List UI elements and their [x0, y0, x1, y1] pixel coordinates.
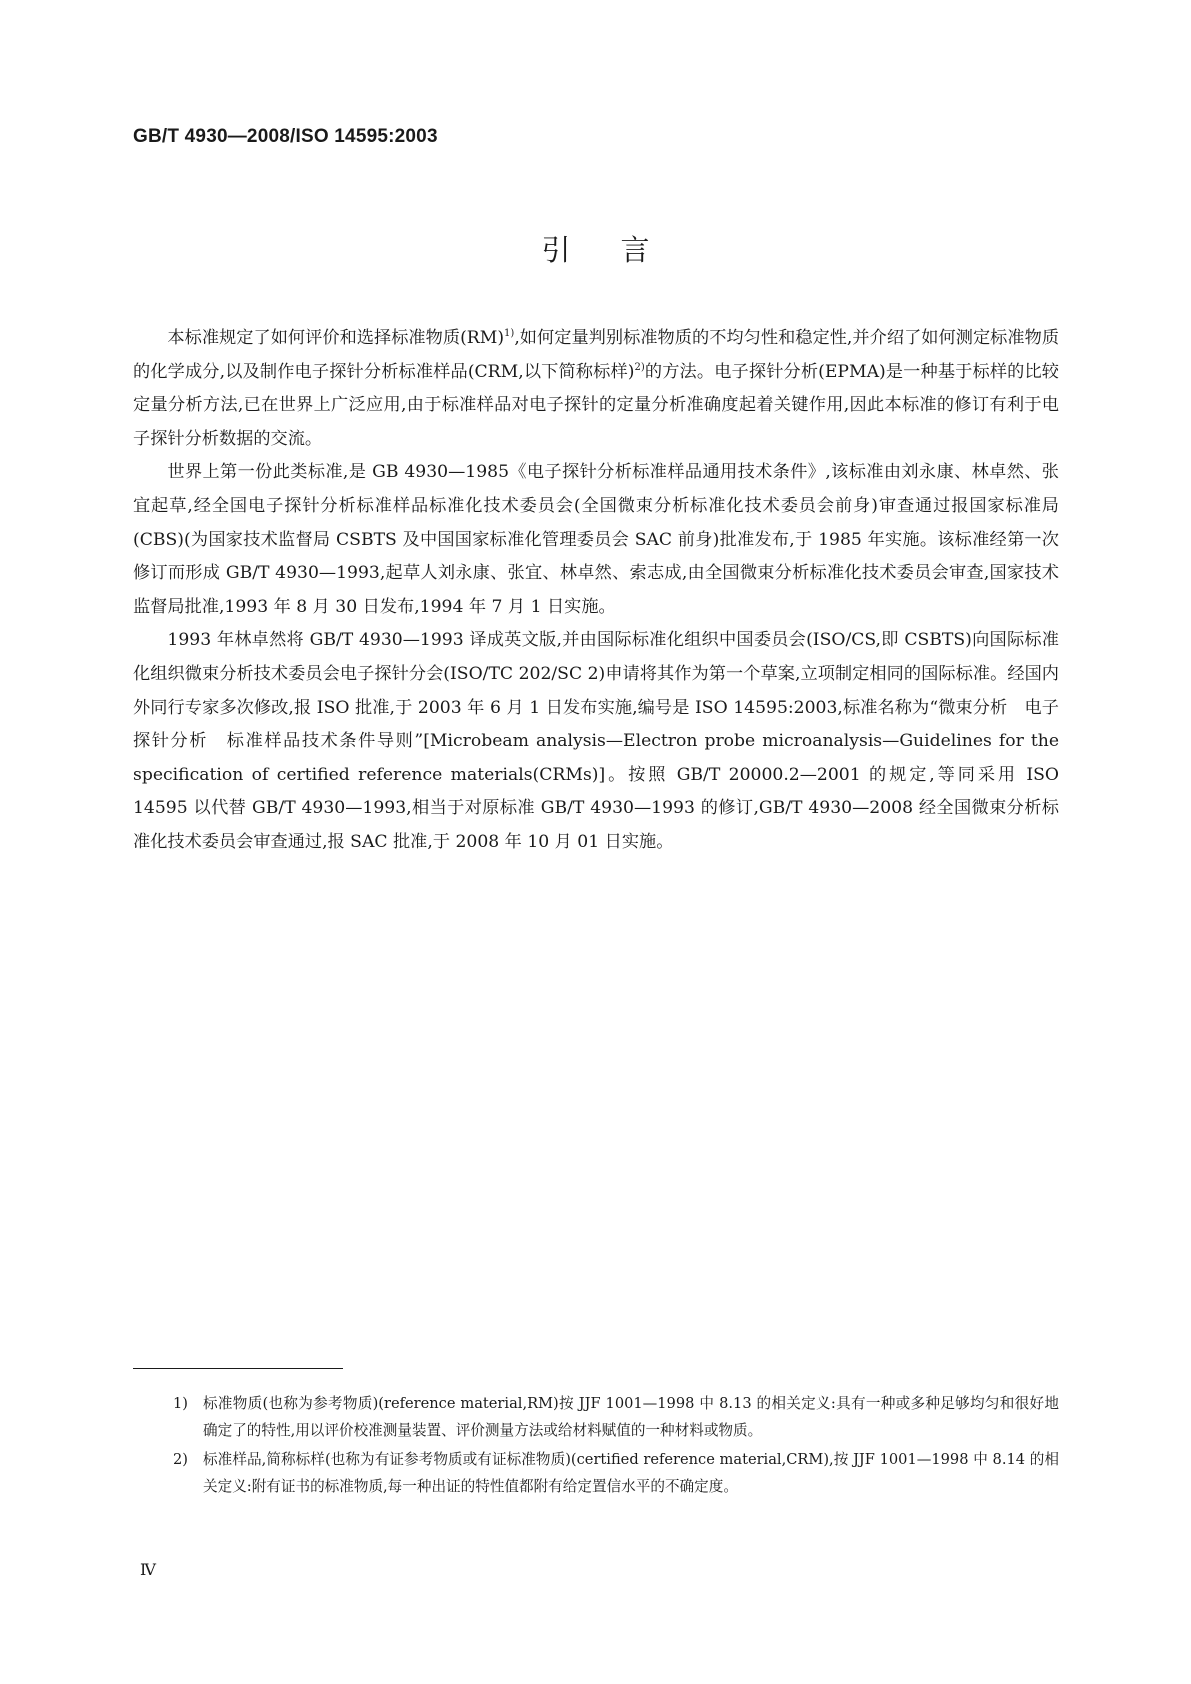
- footnote-1: [133, 1390, 1059, 1444]
- footnotes: [133, 1390, 1059, 1502]
- footnote-2-number: 2): [173, 1451, 188, 1468]
- page-number: Ⅳ: [140, 1560, 156, 1579]
- body-text: [133, 322, 1059, 860]
- paragraph-1-part-c: 的方法。电子探针分析(EPMA)是一种基于标样的比较定量分析方法,已在世界上广泛应用,由于标准样品对电子探针的定量分析准确度起着关键作用,因此本标准的修订有利于电子探针分析数据的交流。: [133, 361, 1059, 449]
- footnote-2-text: 标准样品,简称标样(也称为有证参考物质或有证标准物质)(certified reference material,CRM),按 JJF 1001—1998 中 8.14 的相关定义:附有证书的标准物质,每一种出证的特性值都附有给定置信水平的不确定度。: [203, 1451, 1059, 1495]
- footnote-ref-1[interactable]: 1): [504, 328, 515, 339]
- paragraph-1-part-a: 本标准规定了如何评价和选择标准物质(RM): [167, 328, 505, 348]
- footnote-2: [133, 1446, 1059, 1500]
- footnote-ref-2[interactable]: 2): [634, 361, 645, 373]
- standard-code-header: GB/T 4930—2008/ISO 14595:2003: [133, 126, 438, 147]
- paragraph-3: 1993 年林卓然将 GB/T 4930—1993 译成英文版,并由国际标准化组织中国委员会(ISO/CS,即 CSBTS)向国际标准化组织微束分析技术委员会电子探针分会(ISO/TC 202/SC 2)申请将其作为第一个草案,立项制定相同的国际标准。经国内外同行专家多次修改,报 ISO 批准,于 2003 年 6 月 1 日发布实施,编号是 ISO 14595:2003,标准名称为“微束分析 电子探针分析 标准样品技术条件导则”[Microbeam analysis—Electron probe microanalysis—Guidelines for the specification of certified reference materials(CRMs)]。按照 GB/T 20000.2—2001 的规定,等同采用 ISO 14595 以代替 GB/T 4930—1993,相当于对原标准 GB/T 4930—1993 的修订,GB/T 4930—2008 经全国微束分析标准化技术委员会审查通过,报 SAC 批准,于 2008 年 10 月 01 日实施。: [133, 630, 1059, 852]
- page-title: 引言: [541, 233, 700, 267]
- paragraph-2: 世界上第一份此类标准,是 GB 4930—1985《电子探针分析标准样品通用技术条件》,该标准由刘永康、林卓然、张宜起草,经全国电子探针分析标准样品标准化技术委员会(全国微束分析标准化技术委员会前身)审查通过报国家标准局(CBS)(为国家技术监督局 CSBTS 及中国国家标准化管理委员会 SAC 前身)批准发布,于 1985 年实施。该标准经第一次修订而形成 GB/T 4930—1993,起草人刘永康、张宜、林卓然、索志成,由全国微束分析标准化技术委员会审查,国家技术监督局批准,1993 年 8 月 30 日发布,1994 年 7 月 1 日实施。: [133, 462, 1059, 617]
- footnote-1-number: 1): [173, 1395, 188, 1412]
- footnote-1-text: 标准物质(也称为参考物质)(reference material,RM)按 JJF 1001—1998 中 8.13 的相关定义:具有一种或多种足够均匀和很好地确定了的特性,用以评价校准测量装置、评价测量方法或给材料赋值的一种材料或物质。: [203, 1395, 1059, 1439]
- footnote-divider: [133, 1368, 343, 1369]
- paragraph-1: [133, 322, 1059, 456]
- paragraph-1-part-b: ,如何定量判别标准物质的不均匀性和稳定性,并介绍了如何测定标准物质的化学成分,以及制作电子探针分析标准样品(CRM,以下简称标样): [133, 328, 1060, 382]
